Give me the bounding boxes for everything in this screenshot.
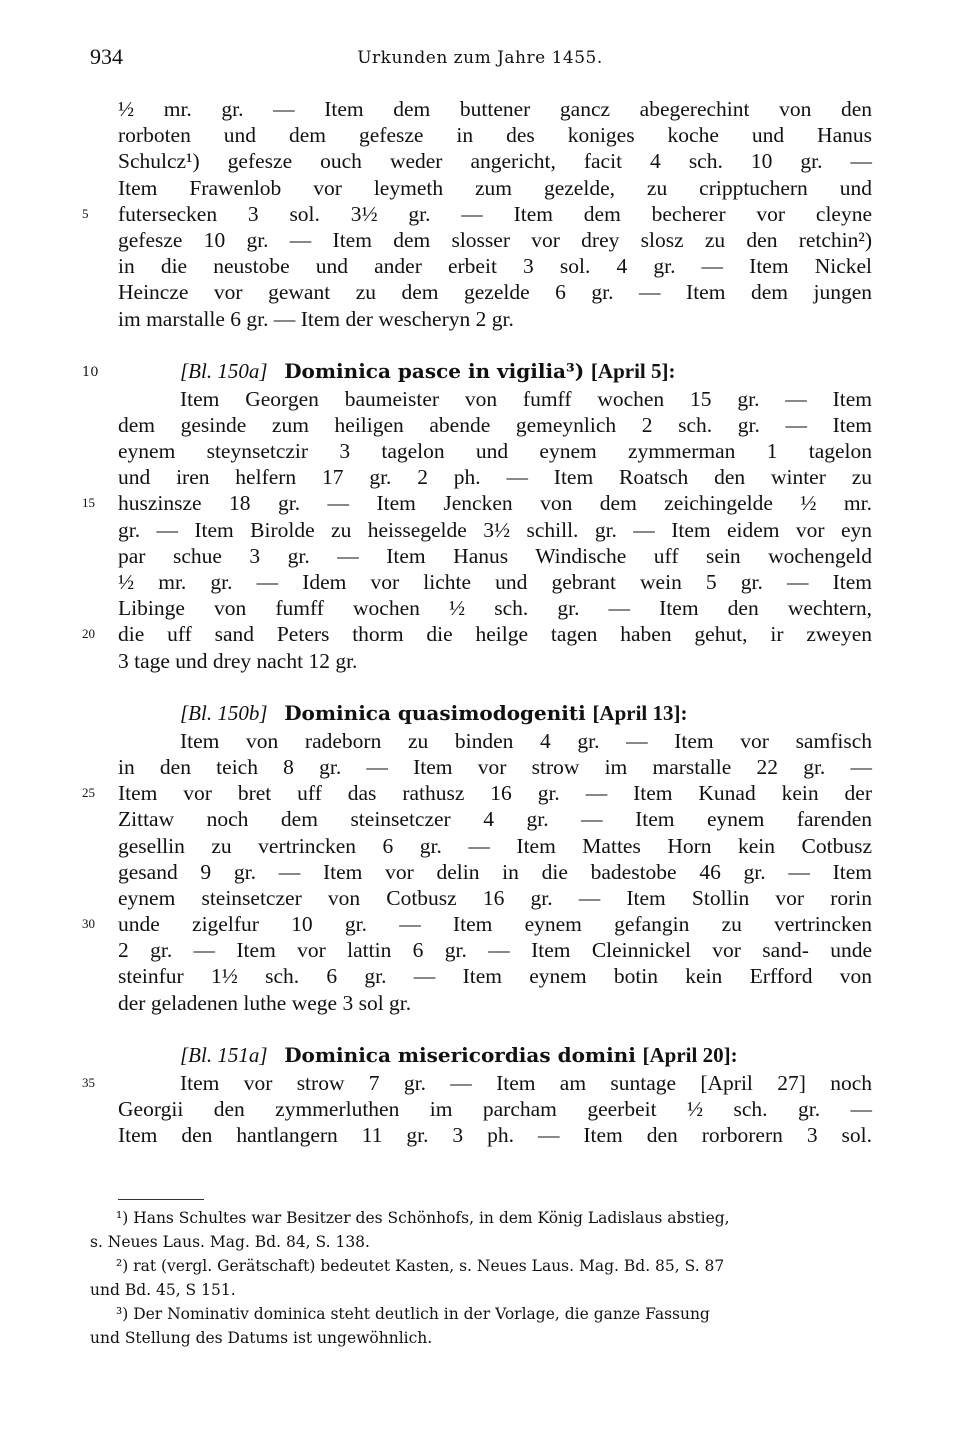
text-line: 3 tage und drey nacht 12 gr. bbox=[118, 648, 358, 673]
text-line: steinfur 1½ sch. 6 gr. — Item eynem botin kein Erfford von bbox=[118, 964, 872, 989]
text-line: in die neustobe und ander erbeit 3 sol. 4 gr. — Item Nickel bbox=[118, 254, 872, 279]
line-number: 20 bbox=[82, 626, 95, 642]
section-date: [April 13]: bbox=[592, 700, 688, 725]
section-gap bbox=[118, 332, 872, 356]
footnotes bbox=[90, 1206, 870, 1350]
text-line: Item Frawenlob vor leymeth zum gezelde, zu cripptuchern und bbox=[118, 175, 872, 200]
line-number: 15 bbox=[82, 495, 95, 511]
text-line: in den teich 8 gr. — Item vor strow im marstalle 22 gr. — bbox=[118, 754, 872, 779]
footnote-line: ³) Der Nominativ dominica steht deutlich in der Vorlage, die ganze Fassung bbox=[116, 1305, 710, 1323]
text-line bbox=[82, 780, 872, 806]
text-line: Libinge von fumff wochen ½ sch. gr. — Item den wechtern, bbox=[118, 596, 872, 621]
section-title: Dominica quasimodogeniti bbox=[284, 700, 586, 725]
text-line-content: unde zigelfur 10 gr. — Item eynem gefangin zu vertrincken bbox=[118, 912, 872, 937]
text-line: 2 gr. — Item vor lattin 6 gr. — Item Cleinnickel vor sand- unde bbox=[118, 938, 872, 963]
text-line bbox=[82, 1070, 872, 1096]
text-line bbox=[82, 621, 872, 647]
footnote-line: s. Neues Laus. Mag. Bd. 84, S. 138. bbox=[90, 1233, 370, 1251]
page-number: 934 bbox=[90, 44, 123, 69]
text-line: gefesze 10 gr. — Item dem slosser vor drey slosz zu den retchin²) bbox=[118, 227, 872, 252]
text-line-content: Item vor bret uff das rathusz 16 gr. — Item Kunad kein der bbox=[118, 781, 872, 806]
section-gap bbox=[118, 1016, 872, 1040]
text-line: Item Georgen baumeister von fumff wochen 15 gr. — Item bbox=[180, 386, 872, 411]
text-line: Schulcz¹) gefesze ouch weder angericht, facit 4 sch. 10 gr. — bbox=[118, 149, 872, 174]
section-heading bbox=[82, 356, 872, 386]
footnote-line: und Stellung des Datums ist ungewöhnlich. bbox=[90, 1329, 433, 1347]
line-number: 35 bbox=[82, 1074, 95, 1090]
text-line: und iren helfern 17 gr. 2 ph. — Item Roatsch den winter zu bbox=[118, 465, 872, 490]
text-line-content: Item vor strow 7 gr. — Item am suntage [April 27] noch bbox=[180, 1070, 872, 1095]
running-title: Urkunden zum Jahre 1455. bbox=[357, 48, 603, 68]
text-line-content: futersecken 3 sol. 3½ gr. — Item dem becherer vor cleyne bbox=[118, 201, 872, 226]
text-line: par schue 3 gr. — Item Hanus Windische uff sein wochengeld bbox=[118, 543, 872, 568]
folio-reference: [Bl. 150a] bbox=[180, 358, 268, 383]
text-line: gesand 9 gr. — Item vor delin in die badestobe 46 gr. — Item bbox=[118, 859, 872, 884]
section-date: [April 5]: bbox=[590, 358, 676, 383]
text-line: eynem steynsetczir 3 tagelon und eynem zymmerman 1 tagelon bbox=[118, 439, 872, 464]
line-number: 5 bbox=[82, 205, 89, 221]
text-line-content: die uff sand Peters thorm die heilge tagen haben gehut, ir zweyen bbox=[118, 622, 872, 647]
section-title: Dominica pasce in vigilia³) bbox=[284, 358, 585, 383]
footnote-rule bbox=[118, 1199, 204, 1200]
section-title: Dominica misericordias domini bbox=[284, 1042, 636, 1067]
text-line bbox=[82, 911, 872, 937]
text-line: ½ mr. gr. — Idem vor lichte und gebrant wein 5 gr. — Item bbox=[118, 570, 872, 594]
folio-reference: [Bl. 151a] bbox=[180, 1042, 268, 1067]
text-line: eynem steinsetczer von Cotbusz 16 gr. — Item Stollin vor rorin bbox=[118, 885, 872, 910]
text-line: dem gesinde zum heiligen abende gemeynlich 2 sch. gr. — Item bbox=[118, 412, 872, 437]
footnote-line: ²) rat (vergl. Gerätschaft) bedeutet Kasten, s. Neues Laus. Mag. Bd. 85, S. 87 bbox=[116, 1257, 725, 1275]
text-line: der geladenen luthe wege 3 sol gr. bbox=[118, 990, 412, 1015]
text-line: Heincze vor gewant zu dem gezelde 6 gr. — Item dem jungen bbox=[118, 280, 872, 305]
page-header bbox=[0, 44, 960, 74]
text-line: Item den hantlangern 11 gr. 3 ph. — Item den rorborern 3 sol. bbox=[118, 1123, 872, 1148]
text-line: Item von radeborn zu binden 4 gr. — Item vor samfisch bbox=[180, 728, 872, 753]
section-gap bbox=[118, 674, 872, 698]
text-line: gesellin zu vertrincken 6 gr. — Item Mattes Horn kein Cotbusz bbox=[118, 833, 872, 858]
text-line: Zittaw noch dem steinsetczer 4 gr. — Item eynem farenden bbox=[118, 807, 872, 832]
text-line: im marstalle 6 gr. — Item der wescheryn 2 gr. bbox=[118, 306, 514, 331]
line-number: 10 bbox=[82, 364, 99, 380]
line-number: 30 bbox=[82, 916, 95, 932]
main-text bbox=[82, 96, 872, 1148]
folio-reference: [Bl. 150b] bbox=[180, 700, 268, 725]
text-line: Georgii den zymmerluthen im parcham geerbeit ½ sch. gr. — bbox=[118, 1097, 872, 1121]
text-line bbox=[82, 490, 872, 516]
text-line: gr. — Item Birolde zu heissegelde 3½ schill. gr. — Item eidem vor eyn bbox=[118, 517, 872, 542]
section-date: [April 20]: bbox=[642, 1042, 738, 1067]
footnote-line: und Bd. 45, S 151. bbox=[90, 1281, 236, 1299]
footnote-line: ¹) Hans Schultes war Besitzer des Schönhofs, in dem König Ladislaus abstieg, bbox=[116, 1209, 730, 1227]
line-number: 25 bbox=[82, 785, 95, 801]
text-line bbox=[82, 201, 872, 227]
section-heading bbox=[118, 1040, 872, 1070]
section-heading bbox=[118, 698, 872, 728]
text-line: ½ mr. gr. — Item dem buttener gancz abegerechint von den bbox=[118, 97, 872, 121]
text-line: rorboten und dem gefesze in des koniges koche und Hanus bbox=[118, 123, 872, 148]
text-line-content: huszinsze 18 gr. — Item Jencken von dem zeichingelde ½ mr. bbox=[118, 491, 872, 516]
